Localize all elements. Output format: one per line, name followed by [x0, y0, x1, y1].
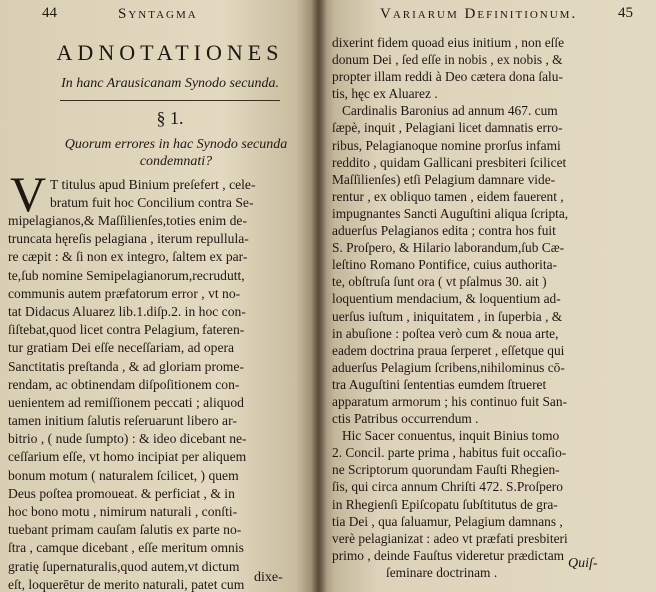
- text-line: reddito , quidam Gallicani presbiteri ſcilicet: [332, 154, 567, 170]
- section-subtitle: In hanc Arausicanam Synodo secunda.: [61, 76, 279, 91]
- text-line: uerſus iuſtum , iniquitatem , in ſuperbia , &: [332, 308, 563, 324]
- section-title: ADNOTATIONES: [56, 40, 284, 65]
- left-page: [0, 0, 318, 592]
- right-page: [318, 0, 656, 592]
- text-line: ceſſarium eſſe, vt homo incipiat per aliquem: [8, 449, 247, 465]
- text-line: loquentium mendacium, & loquentium ad-: [332, 291, 561, 307]
- text-line: te, obſtruſa ſunt ora ( vt pſalmus 30. ait ): [332, 274, 547, 290]
- drop-cap: V: [10, 166, 47, 222]
- text-line: 2. Concil. parte prima , habitus fuit occaſio-: [332, 445, 567, 461]
- text-line: aduerſus Pelagianos edita ; contra hos fuit: [332, 223, 556, 239]
- text-line: tuebant primam cauſam ſalutis ex parte no-: [8, 522, 242, 538]
- text-line: hoc bono motu , nimirum naturali , conſti-: [8, 504, 238, 519]
- text-line: dixerint fidem quoad eius initium , non eſſe: [332, 35, 565, 50]
- text-line: ne Scriptorum quorundam Fauſti Rhegien-: [332, 462, 560, 478]
- text-line: re cæpit : & ſi non ex integro, ſaltem ex par-: [8, 249, 248, 265]
- text-line: gratię ſupernaturalis,quod autem,vt dictum: [8, 558, 240, 574]
- text-line: apparatum armorum ; his continuo fuit San-: [332, 393, 568, 409]
- text-line: Maſſilienſes) etſi Pelagium damnare vide-: [332, 171, 556, 187]
- text-line: eſt, loquerētur de merito naturali, patet cum: [8, 576, 245, 592]
- text-line: tamen initium ſalutis reſeruarunt libero ar-: [8, 413, 237, 429]
- text-line: rentur , ex obliquo tamen , eidem fauerent ,: [332, 188, 564, 204]
- text-line: S. Proſpero, & Hilario laborandum,ſub Cæ-: [332, 240, 565, 256]
- catchword: Quiſ-: [568, 556, 598, 571]
- text-line: communis autem præfatorum error , vt no-: [8, 285, 241, 301]
- text-line: tia Dei , qua ſaluamur, Pelagium damnans ,: [332, 513, 563, 529]
- paragraph-start-line: Cardinalis Baronius ad annum 467. cum: [342, 103, 558, 119]
- paragraph-start-line: Hic Sacer conuentus, inquit Binius tomo: [342, 428, 560, 444]
- text-line: ribus, Pelagianoque nomine prorſus infami: [332, 137, 561, 153]
- text-line: in Rhegienſi Epiſcopatu ſubſtitutus de gra-: [332, 496, 558, 512]
- body-text: [332, 34, 650, 581]
- text-line: bitrio , ( nude ſumpto) : & ideo dicebant ne-: [8, 431, 247, 447]
- page-number: 45: [618, 5, 633, 21]
- text-line: tur gratiam Dei eſſe neceſſariam, ad opera: [8, 340, 235, 356]
- text-line: tis, hęc ex Aluarez .: [332, 86, 438, 102]
- text-line: aduerſus Pelagium ſcribens,nihilominus cō-: [332, 359, 565, 375]
- page-number: 44: [42, 5, 57, 21]
- section-number: § 1.: [156, 108, 184, 128]
- text-line: ſtra , camque dicebant , eſſe meritum omnis: [8, 540, 244, 556]
- body-text-lead: [50, 176, 312, 212]
- divider-rule: [60, 100, 280, 101]
- text-line: tra Auguſtini ſententias eumdem ſtrueret: [332, 376, 547, 392]
- text-line: te,ſub nomine Semipelagianorum,recrudutt,: [8, 267, 245, 283]
- text-line: truncata hęreſis pelagiana , iterum repullula-: [8, 231, 249, 247]
- question-heading: [56, 136, 296, 170]
- text-line: Sanctitatis preſtanda , & ad gloriam prome-: [8, 358, 244, 374]
- text-line: tat Didacus Aluarez lib.1.diſp.2. in hoc con-: [8, 303, 246, 319]
- text-line: bonum motum ( naturalem ſcilicet, ) quem: [8, 467, 239, 483]
- text-line: leſtino Romano Pontifice, cuius authorita-: [332, 257, 557, 273]
- text-line: donum Dei , ſed eſſe in nobis , ex nobis , &: [332, 52, 563, 68]
- text-line: ctis Patribus occurrendum .: [332, 411, 479, 427]
- catchword: dixe-: [254, 570, 283, 585]
- text-line: ſæpè, inquit , Pelagiani licet damnatis erro-: [332, 120, 563, 136]
- text-line: propter illam reddi à Deo cætera dona ſalu-: [332, 69, 563, 85]
- text-line: Deus poſtea promoueat. & perficiat , & in: [8, 485, 235, 501]
- book-gutter: [312, 0, 326, 592]
- text-line: impugnantes Sancti Auguſtini aliqua ſcripta,: [332, 205, 569, 221]
- text-line: primo , deinde Fauſtus videretur prædictam: [332, 547, 565, 563]
- text-line: uenientem ad remiſſionem peccati ; aliquod: [8, 394, 244, 410]
- running-head: Syntagma: [118, 6, 198, 22]
- text-line: verè pelagianizat : adeo vt præfati presbiteri: [332, 530, 568, 546]
- text-line: rendam, ac obtinendam diſpoſitionem con-: [8, 376, 240, 392]
- question-line: condemnati?: [139, 154, 213, 169]
- text-line: ſiſtebat,quod licet contra Pelagium, fateren-: [8, 322, 245, 338]
- body-text: [8, 212, 312, 592]
- text-line: mipelagianos,& Maſſilienſes,toties enim de-: [8, 213, 247, 228]
- text-line: ſeminare doctrinam .: [386, 564, 498, 580]
- question-line: Quorum errores in hac Synodo secunda: [64, 137, 288, 152]
- text-line: eadem doctrina praua ſerperet , eſſetque qui: [332, 342, 565, 358]
- text-line: in abuſione : poſtea verò cum & noua arte,: [332, 325, 559, 341]
- text-line: ſis, qui circa annum Chriſti 472. S.Proſpero: [332, 479, 563, 495]
- text-line: bratum fuit hoc Concilium contra Se-: [50, 195, 254, 211]
- text-line: T titulus apud Binium preſefert , cele-: [50, 177, 256, 192]
- running-head: Variarum Definitionum.: [380, 6, 578, 22]
